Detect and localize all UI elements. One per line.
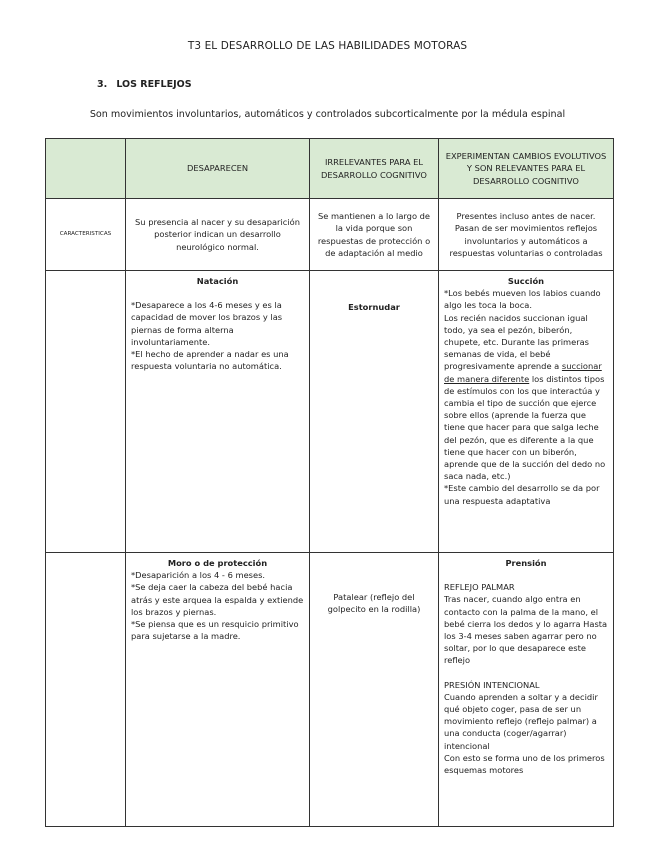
natacion-line: *El hecho de aprender a nadar es una respuesta voluntaria no automática. [131, 349, 289, 372]
intencional-end: Con esto se forma uno de los primeros esquemas motores [444, 752, 605, 776]
succion-cell [439, 271, 614, 553]
palmar-text: Tras nacer, cuando algo entra en contacto con la palma de la mano, el bebé cierra los dedos y lo agarra Hasta los 3-4 meses saben agarrar pero no soltar, por lo que desaparece este reflejo [444, 594, 608, 666]
header-irrelevantes: IRRELEVANTES PARA EL DESARROLLO COGNITIVO [310, 139, 439, 199]
estornudar-cell: Estornudar [310, 271, 439, 553]
section-number: 3. [97, 79, 108, 90]
natacion-title: Natación [196, 276, 239, 286]
header-cell-empty [46, 139, 126, 199]
table-row [46, 553, 614, 827]
succion-title: Succión [507, 276, 545, 286]
moro-line: *Se piensa que es un resquicio primitivo para sujetarse a la madre. [131, 619, 299, 642]
intro-text: Son movimientos involuntarios, automáticos y controlados subcorticalmente por la médula espinal [89, 109, 566, 120]
succion-p2: Los recién nacidos succionan igual todo, ya sea el pezón, biberón, chupete, etc. Durante las primeras semanas de vida, el bebé progresivamente aprende a [444, 312, 590, 372]
palmar-title: REFLEJO PALMAR [444, 582, 515, 593]
patalear-cell: Patalear (reflejo del golpecito en la rodilla) [310, 553, 439, 827]
section-heading [97, 79, 192, 90]
row-label-caracteristicas: CARACTERISTICAS [46, 199, 126, 271]
reflexes-table [45, 138, 614, 827]
caracteristicas-irrelevantes: Se mantienen a lo largo de la vida porque son respuestas de protección o de adaptación al medio [310, 199, 439, 271]
succion-p3: los distintos tipos de estímulos con los que interactúa y cambia el tipo de succión que ejerce sobre ellos (aprende la fuerza que tiene que hacer para que salga leche del pezón, que es diferente a la que tiene que hacer con un biberón, aprende que de la succión del dedo no saca nada, etc.) [444, 373, 606, 482]
caracteristicas-desaparecen: Su presencia al nacer y su desaparición posterior indican un desarrollo neurológico normal. [126, 199, 310, 271]
header-row [46, 139, 614, 199]
moro-line: *Desaparición a los 4 - 6 meses. [131, 570, 266, 581]
header-desaparecen: DESAPARECEN [126, 139, 310, 199]
intencional-text: Cuando aprenden a soltar y a decidir qué objeto coger, pasa de ser un movimiento reflejo (reflejo palmar) a una conducta (coger/agarrar) intencional [444, 691, 598, 751]
succion-p4: *Este cambio del desarrollo se da por una respuesta adaptativa [444, 483, 600, 506]
moro-title: Moro o de protección [167, 558, 268, 568]
header-relevantes: EXPERIMENTAN CAMBIOS EVOLUTIVOS Y SON RELEVANTES PARA EL DESARROLLO COGNITIVO [439, 139, 614, 199]
row-label-empty [46, 553, 126, 827]
succion-underline: succionar de manera diferente [444, 361, 602, 384]
document-title: T3 EL DESARROLLO DE LAS HABILIDADES MOTORAS [187, 40, 468, 52]
table-row [46, 271, 614, 553]
natacion-cell [126, 271, 310, 553]
prension-cell [439, 553, 614, 827]
natacion-line: *Desaparece a los 4-6 meses y es la capacidad de mover los brazos y las piernas de forma alterna involuntariamente. [131, 300, 283, 347]
characteristics-row [46, 199, 614, 271]
prension-title: Prensión [505, 558, 547, 568]
intencional-title: PRESIÓN INTENCIONAL [444, 679, 540, 690]
caracteristicas-relevantes: Presentes incluso antes de nacer. Pasan de ser movimientos reflejos involuntarios y automáticos a respuestas voluntarias o controladas [439, 199, 614, 271]
section-title: LOS REFLEJOS [116, 79, 192, 90]
row-label-empty [46, 271, 126, 553]
moro-line: *Se deja caer la cabeza del bebé hacia atrás y este arquea la espalda y extiende los brazos y piernas. [131, 582, 304, 617]
succion-p1: *Los bebés mueven los labios cuando algo les toca la boca. [444, 288, 601, 311]
moro-cell [126, 553, 310, 827]
